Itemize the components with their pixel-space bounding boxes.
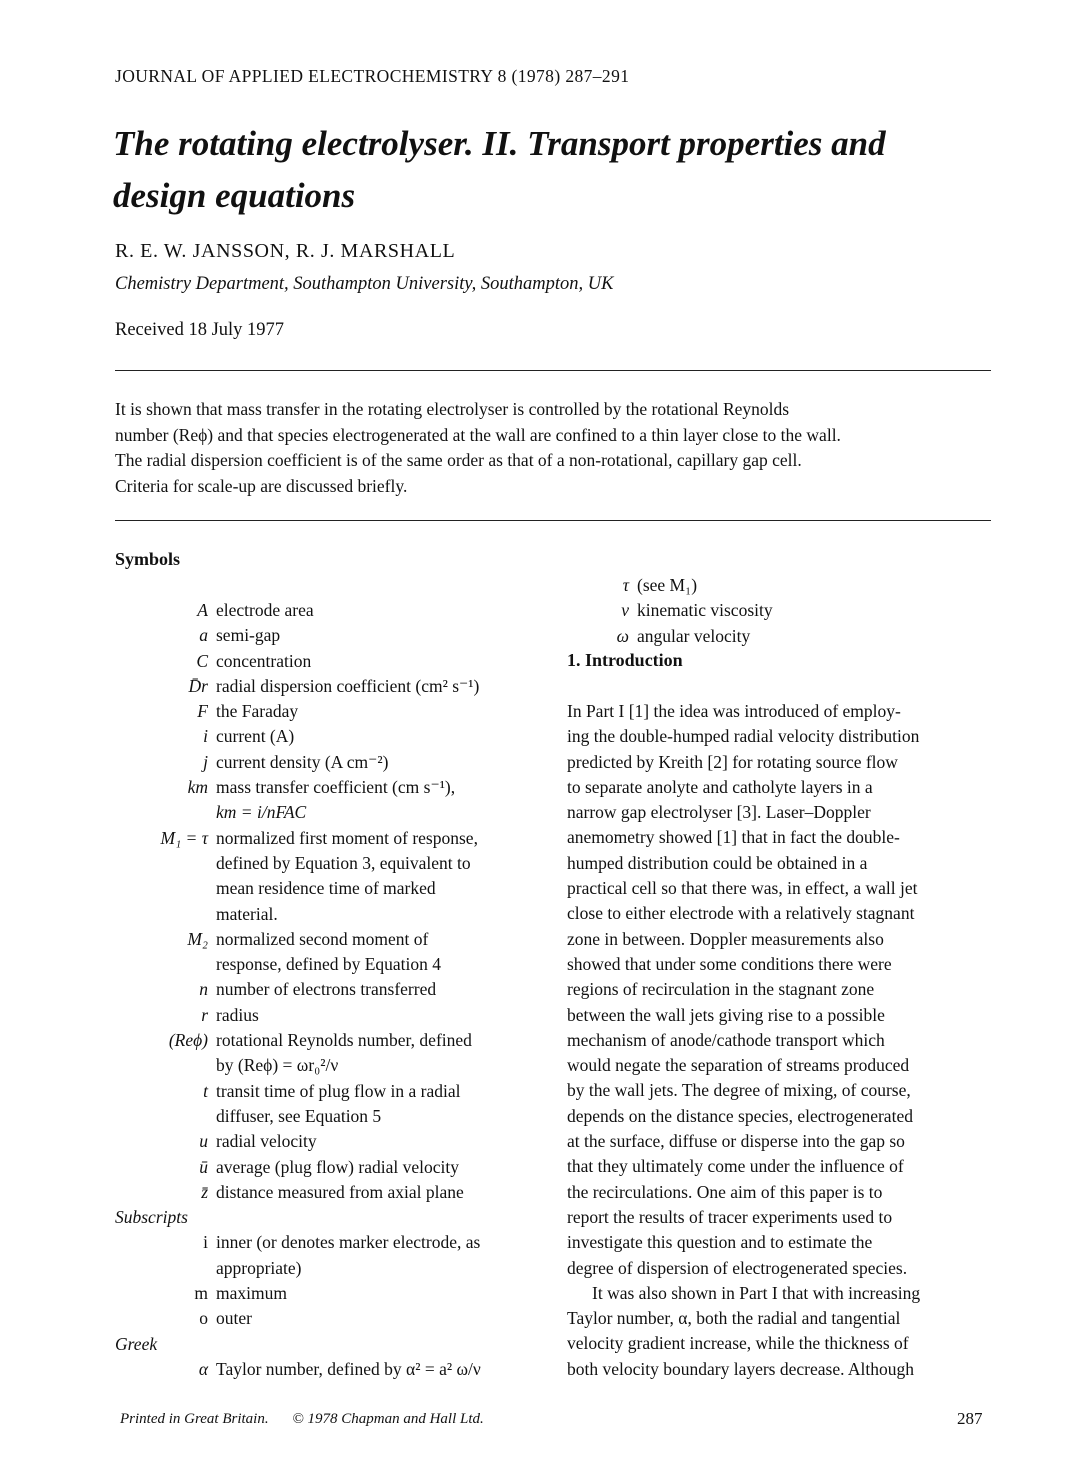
intro-line: showed that under some conditions there were (567, 953, 892, 974)
greek-desc: Taylor number, defined by α² = a² ω/ν (216, 1358, 481, 1379)
symbol-desc: the Faraday (216, 701, 299, 722)
symbol-desc: rotational Reynolds number, defined (216, 1030, 472, 1051)
symbols-list (100, 598, 560, 1382)
symbol: τ (622, 575, 629, 595)
symbol: r (201, 1004, 208, 1025)
greek-row (100, 1357, 560, 1382)
symbol-row (100, 800, 560, 825)
intro-line: regions of recirculation in the stagnant zone (567, 979, 875, 1000)
subscript-row (100, 1256, 560, 1281)
journal-header: JOURNAL OF APPLIED ELECTROCHEMISTRY 8 (1978) 287–291 (115, 66, 630, 86)
symbol: A (197, 600, 208, 620)
intro-line: close to either electrode with a relatively stagnant (567, 903, 915, 924)
intro-line: humped distribution could be obtained in a (567, 852, 868, 873)
symbol-desc: electrode area (216, 600, 314, 620)
symbol-row (100, 977, 560, 1002)
symbol-row (100, 1053, 560, 1078)
symbol-desc: (see M₁) (637, 575, 698, 595)
symbol: M₁ = τ (160, 827, 208, 848)
symbol: ū (199, 1156, 208, 1177)
symbol-row (100, 1129, 560, 1154)
intro-line: would negate the separation of streams produced (567, 1055, 910, 1076)
intro-line: depends on the distance species, electrogenerated (567, 1105, 913, 1126)
symbol (100, 902, 216, 927)
symbol-row (100, 1028, 560, 1053)
symbol: D̄r (188, 675, 208, 696)
symbol-desc: normalized first moment of response, (216, 827, 478, 848)
symbol-row (100, 826, 560, 851)
symbol (100, 1104, 216, 1129)
symbol: n (199, 979, 208, 1000)
intro-paragraph-2 (567, 1281, 991, 1382)
intro-line: both velocity boundary layers decrease. Although (567, 1358, 914, 1379)
greek-symbol: α (198, 1358, 208, 1379)
subscript-desc: appropriate) (216, 1257, 302, 1278)
footer (120, 1411, 484, 1428)
symbol-row (100, 775, 560, 800)
intro-line: between the wall jets giving rise to a possible (567, 1004, 885, 1025)
symbol-row (100, 876, 560, 901)
article-title (113, 118, 1013, 222)
intro-line: zone in between. Doppler measurements also (567, 928, 884, 949)
intro-line: velocity gradient increase, while the thickness of (567, 1333, 909, 1354)
abstract-line: Criteria for scale-up are discussed briefly. (115, 475, 408, 496)
symbol-row (100, 623, 560, 648)
authors: R. E. W. JANSSON, R. J. MARSHALL (115, 240, 456, 262)
symbol-row (100, 952, 560, 977)
symbol-row (100, 902, 560, 927)
symbol-row (567, 624, 987, 649)
symbol-row (100, 750, 560, 775)
symbol-desc: current (A) (216, 726, 295, 747)
symbols-list-continued (567, 573, 987, 649)
top-divider (115, 370, 991, 371)
subscript-row (100, 1230, 560, 1255)
intro-line: predicted by Kreith [2] for rotating source flow (567, 751, 898, 772)
intro-line: at the surface, diffuse or disperse into the gap so (567, 1131, 905, 1152)
symbol: km (187, 777, 208, 798)
footer-copyright: © 1978 Chapman and Hall Ltd. (292, 1411, 484, 1427)
introduction-body (567, 699, 991, 1382)
symbol (100, 1053, 216, 1078)
intro-line: In Part I [1] the idea was introduced of employ- (567, 701, 901, 721)
symbol-row (567, 573, 987, 598)
symbol-desc: material. (216, 903, 278, 924)
symbol: F (197, 701, 208, 722)
symbol-desc: number of electrons transferred (216, 979, 437, 1000)
symbol-row (100, 1155, 560, 1180)
symbol: i (203, 726, 208, 747)
symbol-desc: normalized second moment of (216, 928, 429, 949)
symbol-row (100, 1104, 560, 1129)
symbol-desc: km = i/nFAC (216, 802, 307, 823)
abstract (115, 397, 995, 499)
title-line-1: The rotating electrolyser. II. Transport properties and (113, 124, 886, 163)
symbol-row (100, 649, 560, 674)
symbol: ω (616, 625, 629, 646)
symbol-desc: response, defined by Equation 4 (216, 954, 442, 975)
symbol (100, 876, 216, 901)
symbol-desc: defined by Equation 3, equivalent to (216, 852, 471, 873)
symbol-row (100, 927, 560, 952)
intro-paragraph-1 (567, 699, 991, 1281)
intro-line: Taylor number, α, both the radial and tangential (567, 1308, 901, 1329)
symbol-desc: mass transfer coefficient (cm s⁻¹), (216, 777, 456, 798)
symbol-desc: by (Reϕ) = ωr₀²/ν (216, 1055, 339, 1076)
symbol: M₂ (187, 928, 208, 949)
symbol-desc: radial velocity (216, 1131, 317, 1152)
subscripts-heading: Subscripts (115, 1207, 188, 1228)
subscript-row (100, 1306, 560, 1331)
abstract-divider (115, 520, 991, 521)
symbols-heading: Symbols (115, 549, 181, 569)
subscript-symbol (100, 1256, 216, 1281)
symbol-desc: radius (216, 1004, 259, 1025)
symbol-row (100, 1079, 560, 1104)
symbol-desc: distance measured from axial plane (216, 1181, 464, 1202)
symbol: C (196, 650, 208, 671)
symbol-desc: current density (A cm⁻²) (216, 751, 389, 772)
symbol-row (100, 598, 560, 623)
symbol-row (100, 1180, 560, 1205)
symbol-desc: diffuser, see Equation 5 (216, 1105, 382, 1126)
intro-line: mechanism of anode/cathode transport which (567, 1029, 885, 1050)
intro-line: anemometry showed [1] that in fact the double- (567, 827, 900, 848)
subscript-symbol: o (199, 1308, 208, 1329)
symbol-row (100, 851, 560, 876)
subscript-symbol: m (194, 1283, 208, 1304)
symbol: u (199, 1131, 208, 1152)
intro-line: practical cell so that there was, in effect, a wall jet (567, 878, 918, 899)
symbol-desc: semi-gap (216, 625, 281, 646)
symbol (100, 952, 216, 977)
symbol-row (100, 724, 560, 749)
symbol-desc: angular velocity (637, 625, 751, 646)
affiliation: Chemistry Department, Southampton University, Southampton, UK (115, 274, 614, 294)
page-number: 287 (957, 1409, 983, 1428)
intro-line: narrow gap electrolyser [3]. Laser–Doppler (567, 802, 871, 823)
abstract-line: The radial dispersion coefficient is of the same order as that of a non-rotational, capillary gap cell. (115, 450, 802, 470)
symbol: a (199, 625, 208, 646)
intro-line: It was also shown in Part I that with increasing (592, 1282, 921, 1303)
symbol (100, 851, 216, 876)
symbol-desc: transit time of plug flow in a radial (216, 1080, 461, 1101)
symbol-row (100, 674, 560, 699)
greek-heading: Greek (115, 1333, 158, 1354)
subscript-symbol: i (203, 1232, 208, 1253)
abstract-line: number (Reϕ) and that species electrogenerated at the wall are confined to a thin layer close to the wall. (115, 424, 841, 445)
symbol (100, 800, 216, 825)
abstract-line: It is shown that mass transfer in the rotating electrolyser is controlled by the rotational Reynolds (115, 399, 790, 419)
subscript-desc: inner (or denotes marker electrode, as (216, 1232, 481, 1253)
symbol-desc: average (plug flow) radial velocity (216, 1156, 459, 1177)
symbol: ν (621, 600, 629, 621)
symbol-row (567, 598, 987, 623)
intro-line: that they ultimately come under the influence of (567, 1156, 904, 1177)
intro-line: the recirculations. One aim of this paper is to (567, 1181, 883, 1202)
received-date: Received 18 July 1977 (115, 320, 285, 340)
intro-line: ing the double-humped radial velocity distribution (567, 726, 920, 747)
symbol: z̄ (201, 1181, 208, 1202)
intro-line: report the results of tracer experiments used to (567, 1206, 893, 1227)
title-line-2: design equations (113, 176, 356, 215)
symbol-desc: concentration (216, 650, 312, 671)
intro-line: investigate this question and to estimate the (567, 1232, 873, 1253)
symbol-desc: radial dispersion coefficient (cm² s⁻¹) (216, 675, 480, 696)
intro-line: by the wall jets. The degree of mixing, of course, (567, 1080, 911, 1101)
footer-printed: Printed in Great Britain. (120, 1411, 269, 1427)
symbol-desc: kinematic viscosity (637, 600, 773, 621)
symbol: (Reϕ) (168, 1030, 208, 1051)
symbol-desc: mean residence time of marked (216, 878, 436, 899)
symbol: j (203, 751, 208, 772)
subscript-row (100, 1281, 560, 1306)
intro-line: to separate anolyte and catholyte layers in a (567, 776, 873, 797)
symbol-row (100, 1003, 560, 1028)
symbol-row (100, 699, 560, 724)
introduction-heading: 1. Introduction (567, 650, 683, 670)
intro-line: degree of dispersion of electrogenerated species. (567, 1257, 908, 1278)
subscript-desc: maximum (216, 1283, 287, 1304)
symbol: t (203, 1080, 208, 1101)
subscript-desc: outer (216, 1308, 252, 1329)
